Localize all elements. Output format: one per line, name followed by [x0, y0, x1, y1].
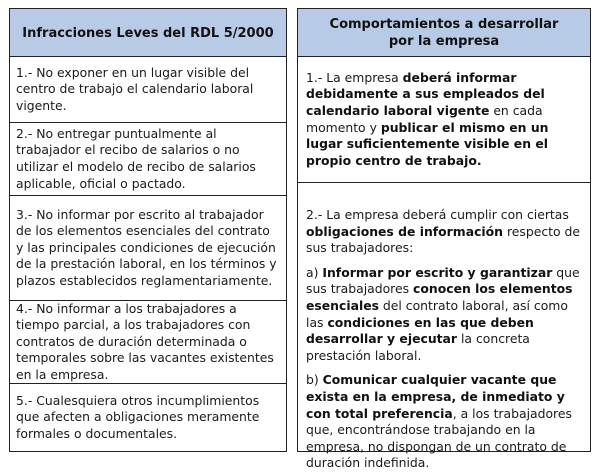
- text-run: b): [306, 372, 323, 388]
- infraccion-text: 3.- No informar por escrito al trabajador de los elementos esenciales del contrato y las principales condiciones de ejecución de la prestación laboral, en los términos y plazos establecidos reglamentariamente.: [16, 206, 277, 288]
- text-run: 2.- La empresa deberá cumplir con ciertas: [306, 207, 569, 222]
- comportamiento-cell-2: [298, 183, 590, 472]
- text-run: 1.- La empresa: [306, 69, 403, 85]
- bold-run: conocen los elementos esenciales: [306, 281, 573, 313]
- text-run: en cada momento y: [306, 102, 543, 135]
- comportamiento-paragraph: [306, 207, 582, 257]
- text-run: respecto de sus trabajadores:: [306, 223, 581, 256]
- text-run: del contrato laboral, así como las: [306, 297, 568, 330]
- infraccion-row: [10, 384, 286, 451]
- text-run: la concreta prestación laboral.: [306, 331, 530, 363]
- bold-run: condiciones en las que deben desarrollar y ejecutar: [306, 314, 534, 347]
- infraccion-text: 5.- Cualesquiera otros incumplimientos que afecten a obligaciones meramente formales o documentales.: [16, 392, 260, 441]
- bold-run: deberá informar debidamente a sus empleados del calendario laboral vigente: [306, 69, 545, 118]
- text-run: , a los trabajadores que, encontrándose trabajando en la empresa, no dispongan de un contrato de duración indefinida.: [306, 405, 572, 471]
- infracciones-column: [9, 8, 287, 452]
- infraccion-text: 2.- No entregar puntualmente al trabajador el recibo de salarios o no utilizar el modelo de recibo de salarios aplicable, oficial o pactado.: [16, 125, 256, 191]
- infraccion-text: 4.- No informar a los trabajadores a tiempo parcial, a los trabajadores con contratos de duración determinada o temporales sobre las vacantes existentes en la empresa.: [16, 300, 274, 382]
- comportamiento-cell-1: [298, 57, 590, 183]
- comportamiento-paragraph-b: [306, 372, 582, 472]
- text-run: a): [306, 264, 323, 280]
- infraccion-text: 1.- No exponer en un lugar visible del centro de trabajo el calendario laboral vigente.: [16, 64, 254, 113]
- infraccion-row: [10, 123, 286, 196]
- comportamientos-header: Comportamientos a desarrollar por la empresa: [298, 9, 590, 57]
- infraccion-row: [10, 301, 286, 384]
- bold-run: publicar el mismo en un lugar suficientemente visible en el propio centro de trabajo.: [306, 119, 549, 168]
- comportamiento-paragraph: [306, 70, 582, 170]
- bold-run: Informar por escrito y garantizar: [322, 264, 553, 280]
- bold-run: Comunicar cualquier vacante que exista en la empresa, de inmediato y con total preferencia: [306, 372, 565, 421]
- comportamientos-column: [297, 8, 591, 471]
- infraccion-row: [10, 196, 286, 301]
- infraccion-row: [10, 57, 286, 123]
- bold-run: obligaciones de información: [306, 223, 503, 239]
- infracciones-header: Infracciones Leves del RDL 5/2000: [10, 9, 286, 57]
- comportamiento-paragraph-a: [306, 265, 582, 365]
- text-run: que sus trabajadores: [306, 264, 580, 297]
